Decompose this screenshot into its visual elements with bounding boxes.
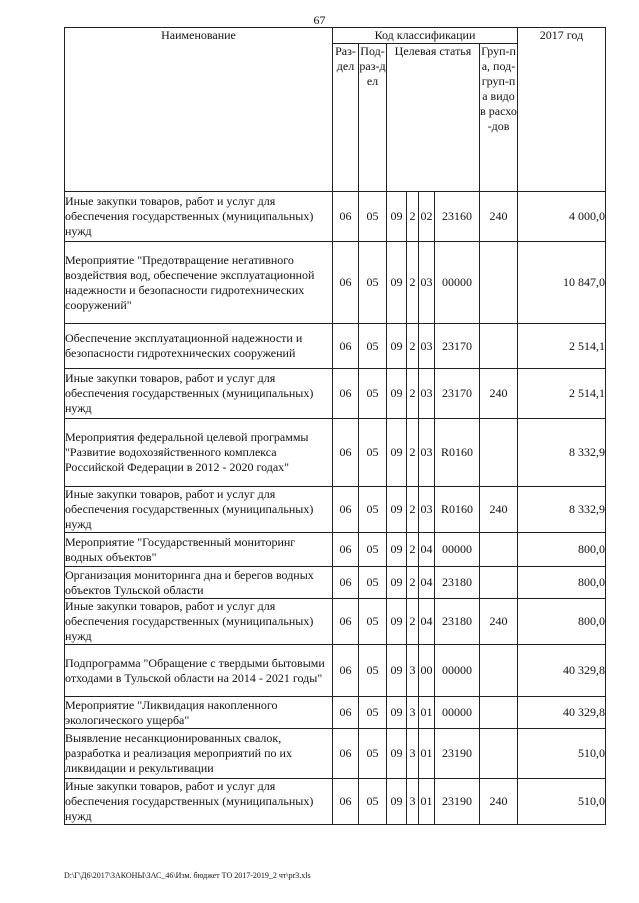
row-name: Иные закупки товаров, работ и услуг для обеспечения государственных (муниципальных) нужд	[65, 192, 333, 242]
row-target-event: 01	[419, 729, 435, 779]
header-expense-group: Груп-па, под-груп-па видов расхо-дов	[480, 44, 518, 192]
row-target-program: 09	[387, 729, 407, 779]
row-target-subprogram: 2	[407, 369, 419, 419]
row-name: Иные закупки товаров, работ и услуг для обеспечения государственных (муниципальных) нужд	[65, 599, 333, 645]
row-expense-group	[480, 729, 518, 779]
row-section: 06	[333, 369, 359, 419]
row-name: Обеспечение эксплуатационной надежности и безопасности гидротехнических сооружений	[65, 324, 333, 369]
header-target-article: Целевая статья	[387, 44, 480, 192]
row-expense-group	[480, 324, 518, 369]
row-name: Выявление несанкционированных свалок, разработка и реализация мероприятий по их ликвидации и рекультивации	[65, 729, 333, 779]
row-target-direction: 23170	[435, 369, 480, 419]
row-target-program: 09	[387, 599, 407, 645]
row-target-subprogram: 2	[407, 242, 419, 324]
table-row	[65, 599, 606, 645]
row-expense-group: 240	[480, 487, 518, 533]
header-name: Наименование	[65, 28, 333, 192]
row-target-program: 09	[387, 324, 407, 369]
row-amount: 800,0	[518, 533, 606, 567]
row-target-direction: 23180	[435, 599, 480, 645]
row-subsection: 05	[359, 242, 387, 324]
table-row	[65, 324, 606, 369]
row-amount: 2 514,1	[518, 369, 606, 419]
row-subsection: 05	[359, 487, 387, 533]
row-target-program: 09	[387, 419, 407, 487]
row-target-program: 09	[387, 369, 407, 419]
row-target-event: 00	[419, 645, 435, 697]
row-subsection: 05	[359, 419, 387, 487]
row-target-event: 02	[419, 192, 435, 242]
row-target-event: 04	[419, 533, 435, 567]
row-subsection: 05	[359, 192, 387, 242]
row-expense-group	[480, 697, 518, 729]
row-target-direction: 23160	[435, 192, 480, 242]
row-amount: 10 847,0	[518, 242, 606, 324]
table-row	[65, 779, 606, 825]
row-expense-group	[480, 645, 518, 697]
row-amount: 800,0	[518, 599, 606, 645]
row-section: 06	[333, 645, 359, 697]
row-amount: 8 332,9	[518, 487, 606, 533]
row-subsection: 05	[359, 729, 387, 779]
row-target-program: 09	[387, 533, 407, 567]
row-amount: 2 514,1	[518, 324, 606, 369]
row-target-program: 09	[387, 192, 407, 242]
table-row	[65, 487, 606, 533]
row-name: Мероприятия федеральной целевой программы "Развитие водохозяйственного комплекса Российской Федерации в 2012 - 2020 годах"	[65, 419, 333, 487]
row-amount: 40 329,8	[518, 645, 606, 697]
row-section: 06	[333, 779, 359, 825]
row-target-event: 04	[419, 567, 435, 599]
row-target-direction: R0160	[435, 419, 480, 487]
row-amount: 40 329,8	[518, 697, 606, 729]
row-expense-group: 240	[480, 599, 518, 645]
row-subsection: 05	[359, 779, 387, 825]
row-subsection: 05	[359, 369, 387, 419]
row-section: 06	[333, 242, 359, 324]
table-row	[65, 645, 606, 697]
table-row	[65, 729, 606, 779]
row-expense-group: 240	[480, 192, 518, 242]
row-target-direction: R0160	[435, 487, 480, 533]
row-target-direction: 00000	[435, 697, 480, 729]
row-target-subprogram: 3	[407, 779, 419, 825]
footer-file-path: D:\Г\Д6\2017\ЗАКОНЫ\ЗАС_46\Изм. бюджет ТО 2017-2019_2 чт\pr3.xls	[64, 871, 311, 880]
table-row	[65, 567, 606, 599]
row-target-direction: 23180	[435, 567, 480, 599]
row-target-program: 09	[387, 242, 407, 324]
table-row	[65, 369, 606, 419]
row-section: 06	[333, 599, 359, 645]
row-subsection: 05	[359, 599, 387, 645]
table-row	[65, 697, 606, 729]
row-amount: 4 000,0	[518, 192, 606, 242]
row-target-event: 04	[419, 599, 435, 645]
row-section: 06	[333, 192, 359, 242]
row-target-event: 03	[419, 242, 435, 324]
row-target-subprogram: 3	[407, 645, 419, 697]
row-target-direction: 23170	[435, 324, 480, 369]
row-target-direction: 00000	[435, 242, 480, 324]
row-target-event: 01	[419, 779, 435, 825]
row-target-subprogram: 3	[407, 697, 419, 729]
row-target-subprogram: 2	[407, 567, 419, 599]
row-amount: 800,0	[518, 567, 606, 599]
row-expense-group	[480, 419, 518, 487]
row-expense-group	[480, 533, 518, 567]
table-row	[65, 242, 606, 324]
row-target-program: 09	[387, 487, 407, 533]
header-year: 2017 год	[518, 28, 606, 192]
row-name: Мероприятие "Ликвидация накопленного экологического ущерба"	[65, 697, 333, 729]
row-subsection: 05	[359, 645, 387, 697]
row-name: Иные закупки товаров, работ и услуг для обеспечения государственных (муниципальных) нужд	[65, 487, 333, 533]
row-name: Иные закупки товаров, работ и услуг для обеспечения государственных (муниципальных) нужд	[65, 369, 333, 419]
row-target-program: 09	[387, 779, 407, 825]
row-subsection: 05	[359, 324, 387, 369]
header-section: Раз-дел	[333, 44, 359, 192]
row-name: Подпрограмма "Обращение с твердыми бытовыми отходами в Тульской области на 2014 - 2021 годы"	[65, 645, 333, 697]
row-name: Организация мониторинга дна и берегов водных объектов Тульской области	[65, 567, 333, 599]
row-target-direction: 23190	[435, 779, 480, 825]
row-name: Мероприятие "Предотвращение негативного воздействия вод, обеспечение эксплуатационной надежности и безопасности гидротехнических сооружений"	[65, 242, 333, 324]
row-target-event: 03	[419, 419, 435, 487]
row-target-event: 01	[419, 697, 435, 729]
header-subsection: Под-раз-дел	[359, 44, 387, 192]
row-section: 06	[333, 697, 359, 729]
row-subsection: 05	[359, 533, 387, 567]
row-section: 06	[333, 324, 359, 369]
row-target-subprogram: 2	[407, 192, 419, 242]
table-body	[65, 192, 606, 825]
row-target-subprogram: 2	[407, 419, 419, 487]
row-target-direction: 23190	[435, 729, 480, 779]
row-target-event: 03	[419, 369, 435, 419]
row-expense-group	[480, 567, 518, 599]
row-target-event: 03	[419, 324, 435, 369]
row-subsection: 05	[359, 697, 387, 729]
table-header	[65, 28, 606, 192]
row-target-program: 09	[387, 567, 407, 599]
row-expense-group	[480, 242, 518, 324]
row-amount: 510,0	[518, 779, 606, 825]
header-code-classification: Код классификации	[333, 28, 518, 44]
row-target-direction: 00000	[435, 645, 480, 697]
table-row	[65, 192, 606, 242]
row-section: 06	[333, 567, 359, 599]
page-number: 67	[313, 13, 326, 27]
row-target-subprogram: 3	[407, 729, 419, 779]
table-row	[65, 419, 606, 487]
row-amount: 510,0	[518, 729, 606, 779]
row-target-event: 03	[419, 487, 435, 533]
row-target-direction: 00000	[435, 533, 480, 567]
row-section: 06	[333, 487, 359, 533]
row-expense-group: 240	[480, 779, 518, 825]
row-name: Иные закупки товаров, работ и услуг для обеспечения государственных (муниципальных) нужд	[65, 779, 333, 825]
table-row	[65, 533, 606, 567]
row-name: Мероприятие "Государственный мониторинг водных объектов"	[65, 533, 333, 567]
row-subsection: 05	[359, 567, 387, 599]
budget-table	[64, 27, 606, 825]
row-section: 06	[333, 533, 359, 567]
row-amount: 8 332,9	[518, 419, 606, 487]
row-target-subprogram: 2	[407, 324, 419, 369]
row-target-program: 09	[387, 645, 407, 697]
row-target-program: 09	[387, 697, 407, 729]
row-target-subprogram: 2	[407, 533, 419, 567]
row-target-subprogram: 2	[407, 599, 419, 645]
row-section: 06	[333, 729, 359, 779]
row-expense-group: 240	[480, 369, 518, 419]
row-target-subprogram: 2	[407, 487, 419, 533]
row-section: 06	[333, 419, 359, 487]
